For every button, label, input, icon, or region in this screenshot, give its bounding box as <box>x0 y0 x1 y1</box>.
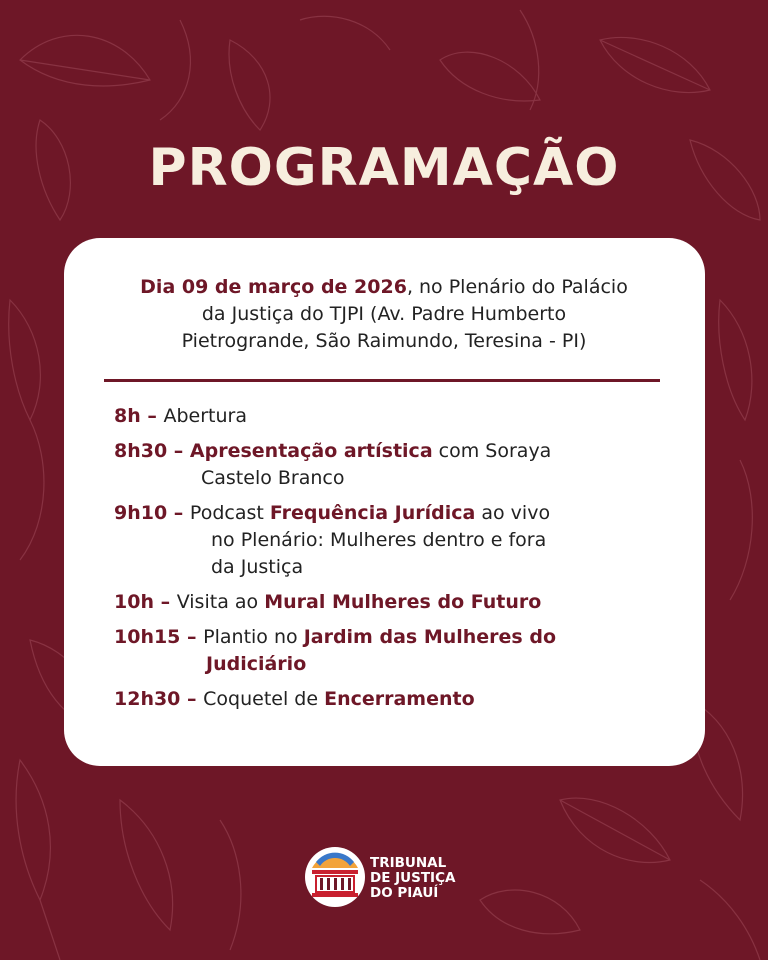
schedule-item: 8h – Abertura <box>114 405 247 427</box>
schedule-time: 8h <box>114 405 141 427</box>
event-date: Dia 09 de março de 2026 <box>140 276 407 298</box>
schedule-time: 12h30 <box>114 688 181 710</box>
schedule-card <box>64 238 705 766</box>
schedule-time: 10h15 <box>114 626 181 648</box>
schedule-highlight: Jardim das Mulheres do <box>303 626 557 648</box>
schedule-highlight: Encerramento <box>324 688 475 710</box>
schedule-text: Visita ao <box>176 591 265 613</box>
event-place-line3: Pietrogrande, São Raimundo, Teresina - PI) <box>181 330 587 352</box>
page-title: PROGRAMAÇÃO <box>148 138 620 198</box>
schedule-highlight: Frequência Jurídica <box>269 502 476 524</box>
schedule-time: 8h30 <box>114 440 168 462</box>
tjpi-logo <box>304 846 474 912</box>
schedule-text: Podcast <box>189 502 270 524</box>
schedule-text: com Soraya <box>432 440 552 462</box>
schedule-highlight: Mural Mulheres do Futuro <box>264 591 542 613</box>
event-place-line1: , no Plenário do Palácio <box>406 276 628 298</box>
divider <box>104 379 660 382</box>
schedule-text: Abertura <box>163 405 247 427</box>
event-intro <box>134 274 634 355</box>
schedule-item: 9h10 – Podcast Frequência Jurídica ao vivo no Plenário: Mulheres dentro e fora da Justiça <box>114 500 674 581</box>
schedule-text-cont: Castelo Branco <box>201 467 345 489</box>
schedule-text-cont: no Plenário: Mulheres dentro e fora <box>211 529 547 551</box>
schedule-time: 10h <box>114 591 154 613</box>
schedule-item: 10h15 – Plantio no Jardim das Mulheres do Judiciário <box>114 624 674 678</box>
schedule-item: 12h30 – Coquetel de Encerramento <box>114 688 475 710</box>
courthouse-logo-icon <box>304 846 366 908</box>
schedule-item: 8h30 – Apresentação artística com Soraya Castelo Branco <box>114 438 674 492</box>
schedule-time: 9h10 <box>114 502 168 524</box>
schedule-text: ao vivo <box>475 502 551 524</box>
schedule-text-cont: da Justiça <box>211 556 304 578</box>
schedule-text: Coquetel de <box>203 688 325 710</box>
logo-text: TRIBUNAL DE JUSTIÇA DO PIAUÍ <box>370 855 456 901</box>
schedule-highlight: Apresentação artística <box>189 440 433 462</box>
schedule-list <box>114 403 674 721</box>
schedule-highlight-cont: Judiciário <box>206 653 307 675</box>
schedule-text: Plantio no <box>203 626 304 648</box>
event-place-line2: da Justiça do TJPI (Av. Padre Humberto <box>201 303 567 325</box>
schedule-item: 10h – Visita ao Mural Mulheres do Futuro <box>114 591 542 613</box>
